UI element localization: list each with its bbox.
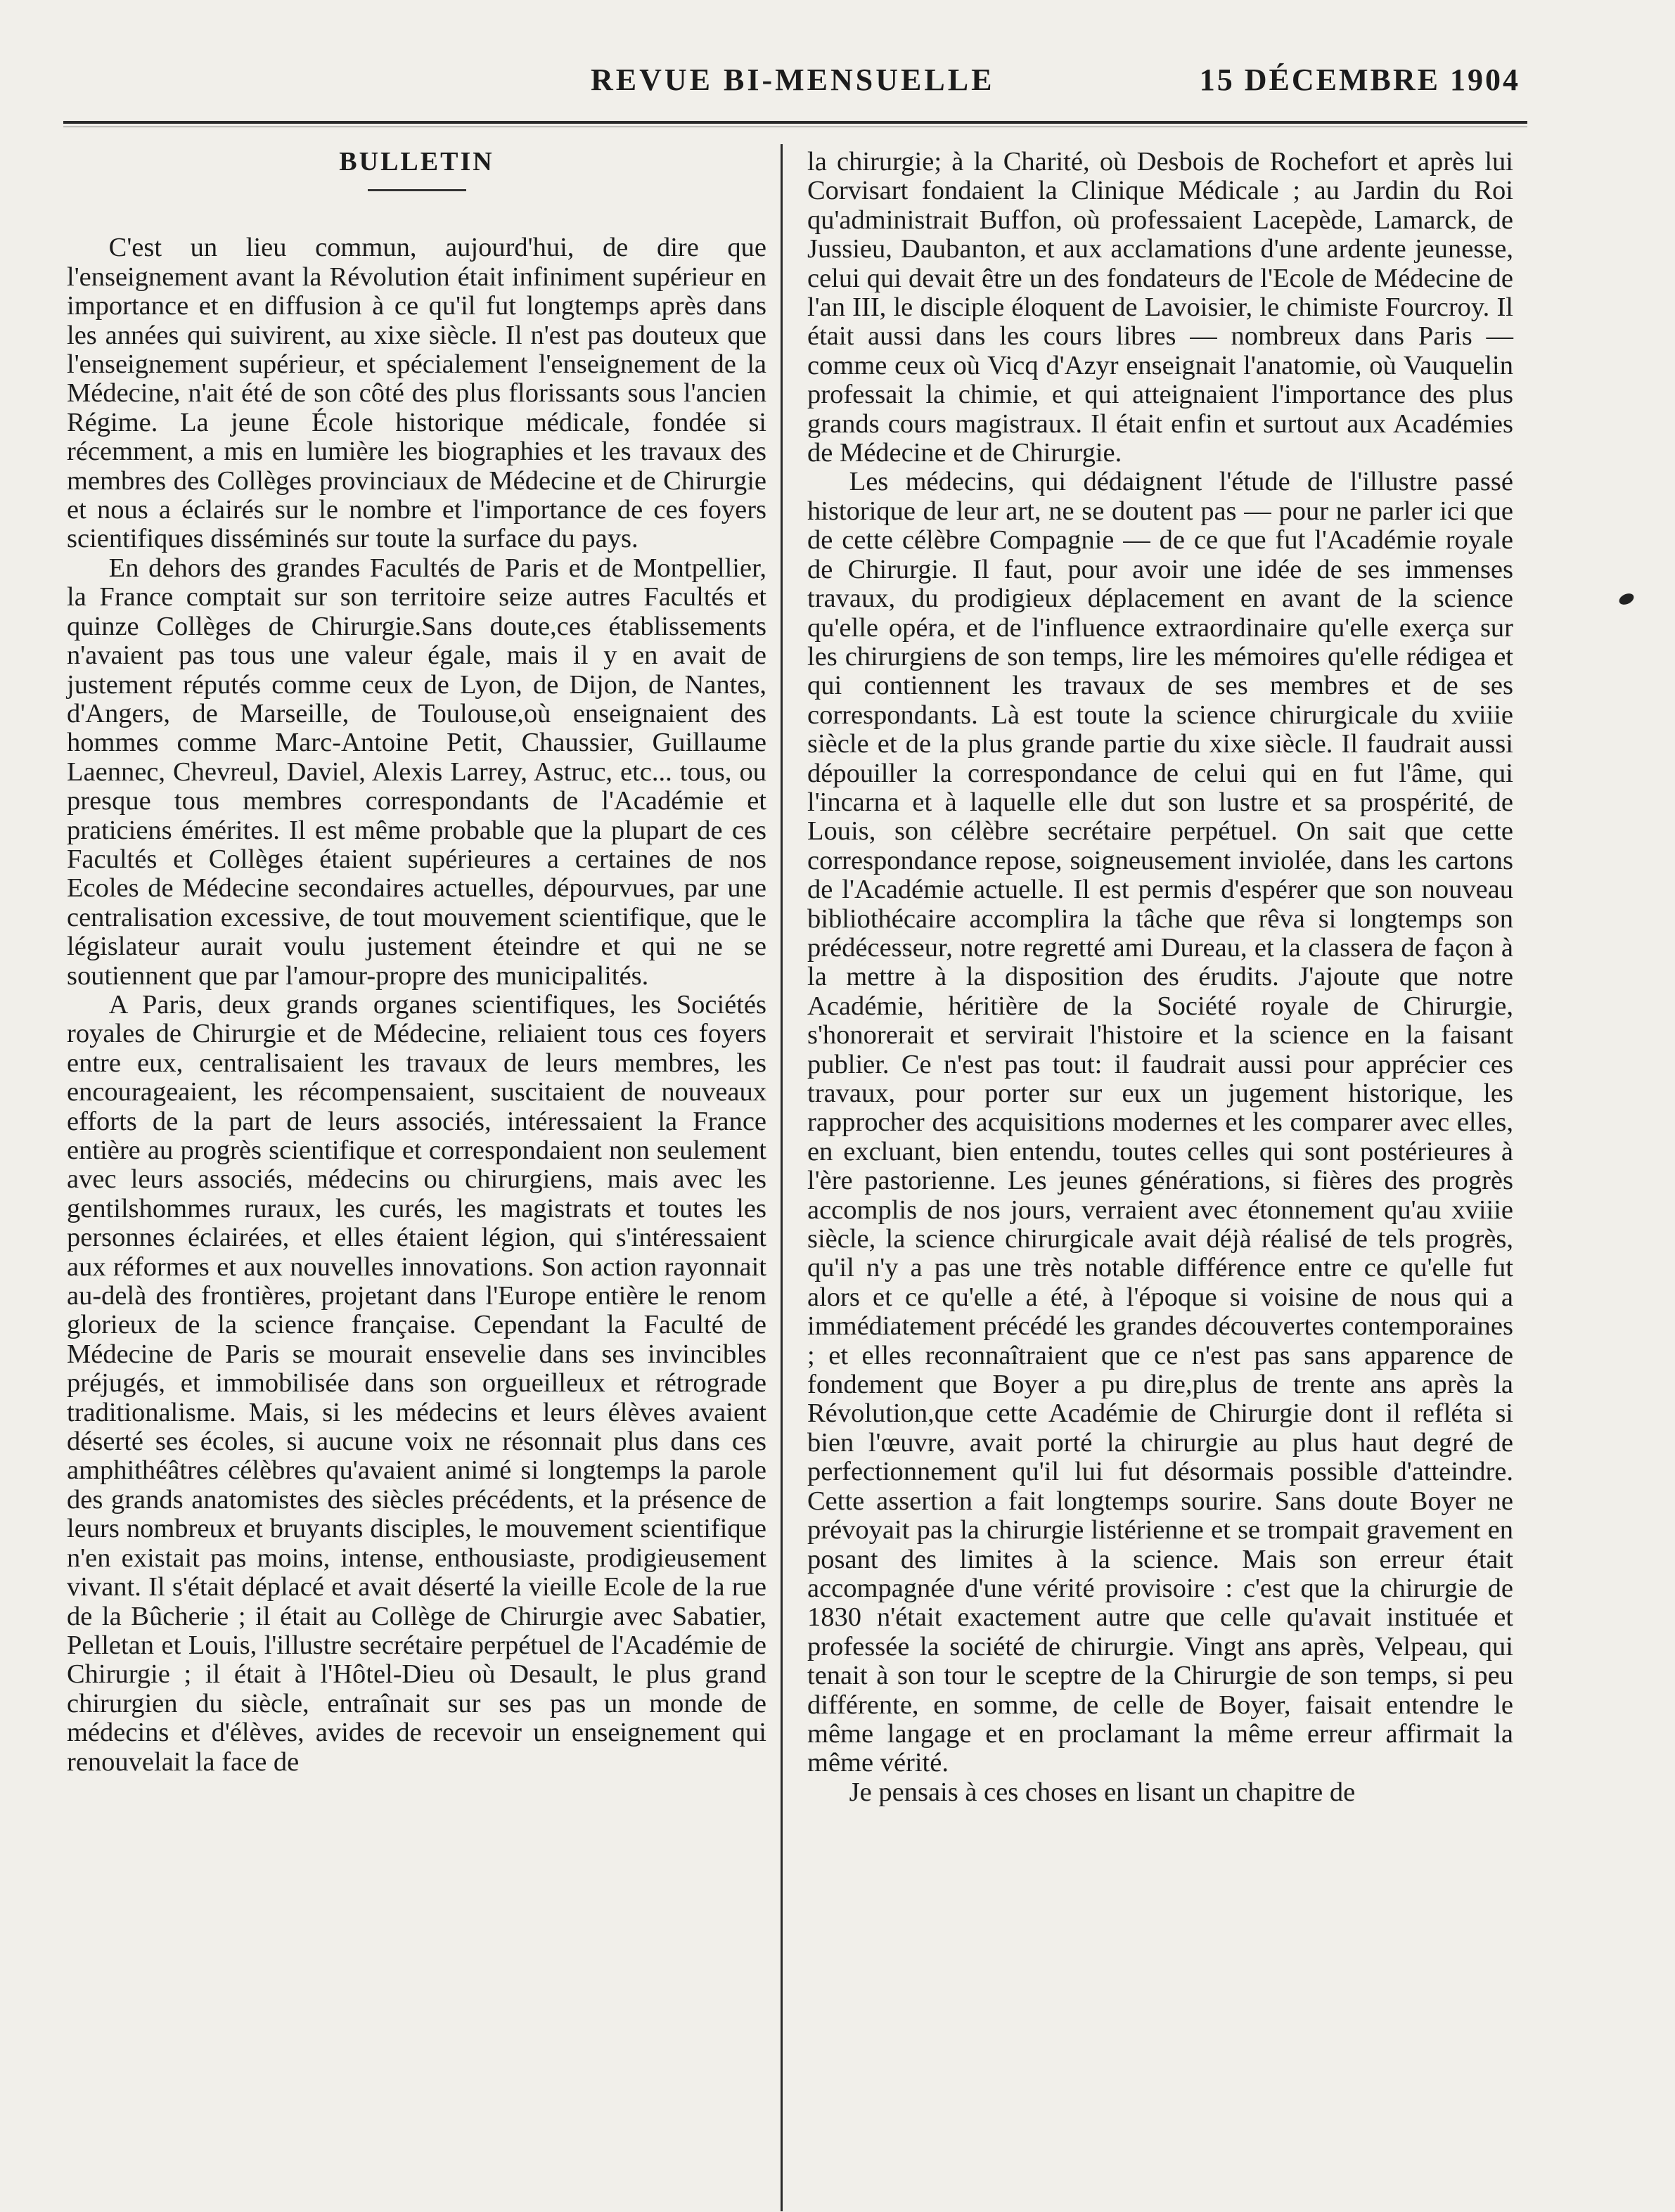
paragraph: Les médecins, qui dédaignent l'étude de l'illustre passé historique de leur art, ne se doutent pas — pour ne parler ici que de cette célèbre Compagnie — de ce que fut l'Académie royale de Chirurgie. Il faut, pour avoir une idée de ses immenses travaux, du prodigieux déplacement en avant de la science qu'elle opéra, et de l'influence extraordinaire qu'elle exerça sur les chirurgiens de son temps, lire les mémoires qu'elle rédigea et qui contiennent les travaux de ses membres et de ses correspondants. Là est toute la science chirurgicale du xviiie siècle et de la plus grande partie du xixe siècle. Il faudrait aussi dépouiller la correspondance de celui qui en fut l'âme, qui l'incarna et à laquelle elle dut son lustre et sa prospérité, de Louis, son célèbre secrétaire perpétuel. On sait que cette correspondance repose, soigneusement inviolée, dans les cartons de l'Académie actuelle. Il est permis d'espérer que son nouveau bibliothécaire accomplira la tâche que rêva si longtemps son prédécesseur, notre regretté ami Dureau, et la classera de façon à la mettre à la disposition des érudits. J'ajoute que notre Académie, héritière de la Société royale de Chirurgie, s'honorerait et servirait l'histoire et la science en la faisant publier. Ce n'est pas tout: il faudrait aussi pour apprécier ces travaux, pour porter sur eux un jugement historique, les rapprocher des acquisitions modernes et les comparer avec elles, en excluant, bien entendu, toutes celles qui sont postérieures à l'ère pastorienne. Les jeunes générations, si fières des progrès accomplis de nos jours, verraient avec étonnement qu'au xviiie siècle, la science chirurgicale avait déjà réalisé de tels progrès, qu'il n'y a pas une très notable différence entre ce qu'elle fut alors et ce qu'elle a été, à l'époque si voisine de nous qui a immédiatement précédé les grandes découvertes contemporaines ; et elles reconnaîtraient que ce n'est pas sans apparence de fondement que Boyer a pu dire,plus de trente ans après la Révolution,que cette Académie de Chirurgie dont il refléta si bien l'œuvre, avait porté la chirurgie au plus haut degré de perfectionnement qu'il lui fut désormais possible d'atteindre. Cette assertion a fait longtemps sourire. Sans doute Boyer ne prévoyait pas la chirurgie listérienne et se trompait gravement en posant des limites à la science. Mais son erreur était accompagnée d'une vérité provisoire : c'est que la chirurgie de 1830 n'était exactement autre que celle qu'avait instituée et professée la société de chirurgie. Vingt ans après, Velpeau, qui tenait à son tour le sceptre de la Chirurgie de son temps, si peu différente, en somme, de celle de Boyer, faisait entendre le même langage et en proclamant la même erreur affirmait la même vérité. <box>807 467 1513 1778</box>
journal-title: REVUE BI-MENSUELLE <box>591 63 995 97</box>
article-heading: BULLETIN <box>339 147 494 176</box>
issue-date: 15 DÉCEMBRE 1904 <box>1199 63 1520 97</box>
right-column <box>807 148 1513 1807</box>
page-header <box>56 62 1534 104</box>
paragraph: Je pensais à ces choses en lisant un chapitre de <box>849 1777 1356 1807</box>
paragraph: A Paris, deux grands organes scientifiques, les Sociétés royales de Chirurgie et de Médecine, reliaient tous ces foyers entre eux, centralisaient les travaux de leurs membres, les encourageaient, les récompensaient, suscitaient de nouveaux efforts de la part de leurs associés, intéressaient la France entière au progrès scientifique et correspondaient non seulement avec leurs associés, médecins ou chirurgiens, mais avec les gentilshommes ruraux, les curés, les magistrats et toutes les personnes éclairées, et elles étaient légion, qui s'intéressaient aux réformes et aux nouvelles innovations. Son action rayonnait au-delà des frontières, projetant dans l'Europe entière le renom glorieux de la science française. Cependant la Faculté de Médecine de Paris se mourait ensevelie dans ses invincibles préjugés, et immobilisée dans son orgueilleux et rétrograde traditionalisme. Mais, si les médecins et leurs élèves avaient déserté ses écoles, si aucune voix ne résonnait plus dans ces amphithéâtres célèbres qu'avaient animé si longtemps la parole des grands anatomistes des siècles précédents, et la présence de leurs nombreux et bruyants disciples, le mouvement scientifique n'en existait pas moins, intense, enthousiaste, prodigieusement vivant. Il s'était déplacé et avait déserté la vieille Ecole de la rue de la Bûcherie ; il était au Collège de Chirurgie avec Sabatier, Pelletan et Louis, l'illustre secrétaire perpétuel de l'Académie de Chirurgie ; il était à l'Hôtel-Dieu où Desault, le plus grand chirurgien du siècle, entraînait sur ses pas un monde de médecins et d'élèves, avides de recevoir un enseignement qui renouvelait la face de <box>67 989 766 1777</box>
paragraph: C'est un lieu commun, aujourd'hui, de dire que l'enseignement avant la Révolution était infiniment supérieur en importance et en diffusion à ce qu'il fut longtemps après dans les années qui suivirent, au xixe siècle. Il n'est pas douteux que l'enseignement supérieur, et spécialement l'enseignement de la Médecine, n'ait été de son côté des plus florissants sous l'ancien Régime. La jeune École historique médicale, fondée si récemment, a mis en lumière les biographies et les travaux des membres des Collèges provinciaux de Médecine et de Chirurgie et nous a éclairés sur le nombre et l'importance de ces foyers scientifiques disséminés sur toute la surface du pays. <box>67 233 766 554</box>
column-divider <box>781 144 783 2211</box>
heading-rule <box>368 189 466 191</box>
ink-blot <box>1617 591 1636 607</box>
header-rule <box>63 121 1527 124</box>
paragraph: En dehors des grandes Facultés de Paris et de Montpellier, la France comptait sur son territoire seize autres Facultés et quinze Collèges de Chirurgie.Sans doute,ces établissements n'avaient pas tous une valeur égale, mais il y en avait de justement réputés comme ceux de Lyon, de Dijon, de Nantes, d'Angers, de Marseille, de Toulouse,où enseignaient des hommes comme Marc-Antoine Petit, Chaussier, Guillaume Laennec, Chevreul, Daviel, Alexis Larrey, Astruc, etc... tous, ou presque tous membres correspondants de l'Académie et praticiens émérites. Il est même probable que la plupart de ces Facultés et Collèges étaient supérieures a certaines de nos Ecoles de Médecine secondaires actuelles, dépourvues, par une centralisation excessive, de tout mouvement scientifique, que le législateur aurait voulu justement éteindre et qui ne se soutiennent que par l'amour-propre des municipalités. <box>67 553 766 991</box>
left-column <box>67 141 766 1777</box>
paragraph: la chirurgie; à la Charité, où Desbois de Rochefort et après lui Corvisart fondaient la Clinique Médicale ; au Jardin du Roi qu'administrait Buffon, où professaient Lacepède, Lamarck, de Jussieu, Daubanton, et aux acclamations d'une ardente jeunesse, celui qui devait être un des fondateurs de l'Ecole de Médecine de l'an III, le disciple éloquent de Lavoisier, le chimiste Fourcroy. Il était aussi dans les cours libres — nombreux dans Paris — comme ceux où Vicq d'Azyr enseignait l'anatomie, où Vauquelin professait la chimie, et qui atteignaient l'importance des plus grands cours magistraux. Il était enfin et surtout aux Académies de Médecine et de Chirurgie. <box>807 147 1513 468</box>
